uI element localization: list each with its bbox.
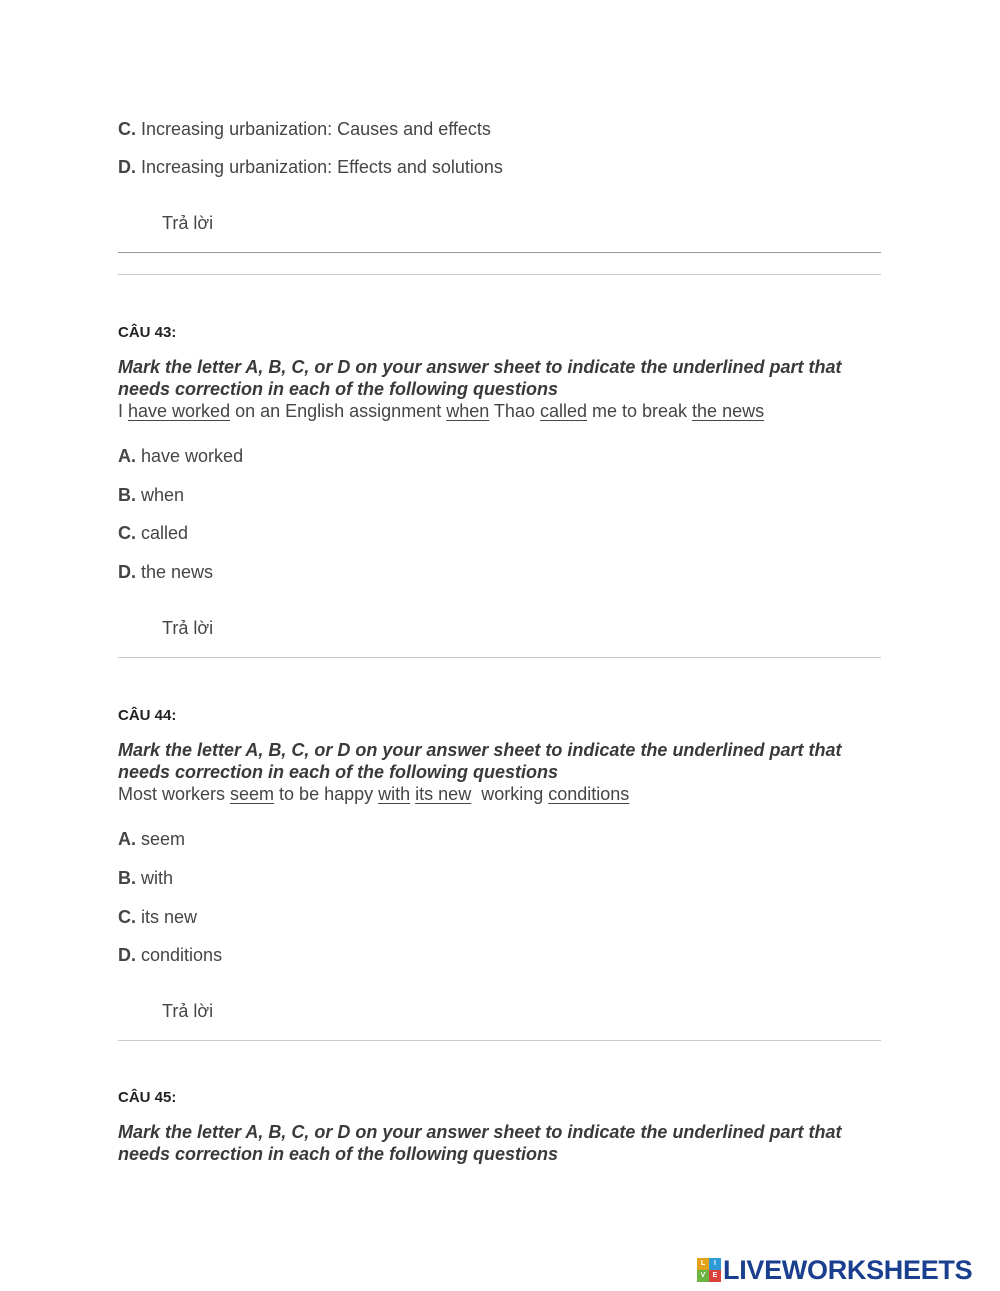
answer-link[interactable]: Trả lời <box>162 618 214 638</box>
underlined-part-d: the news <box>692 401 765 421</box>
underlined-part-a: seem <box>230 784 275 804</box>
question-label: CÂU 44: <box>118 707 177 724</box>
option-c[interactable]: C. its new <box>118 907 198 927</box>
option-d[interactable]: D. conditions <box>118 945 223 965</box>
question-sentence: I have worked on an English assignment when Thao called me to break the news <box>118 401 765 421</box>
divider <box>118 657 881 658</box>
underlined-part-c: called <box>539 401 587 421</box>
answer-link[interactable]: Trả lời <box>162 1001 214 1021</box>
option-b[interactable]: B. when <box>118 485 185 505</box>
liveworksheets-logo-icon: L I V E <box>697 1258 721 1282</box>
question-instruction: Mark the letter A, B, C, or D on your answer sheet to indicate the underlined part that needs correction in each of the following questions <box>118 740 842 782</box>
underlined-part-d: conditions <box>548 784 630 804</box>
option-c[interactable]: C. Increasing urbanization: Causes and effects <box>118 119 491 139</box>
underlined-part-b: when <box>446 401 490 421</box>
question-sentence: Most workers seem to be happy with its new working conditions <box>118 784 630 804</box>
underlined-part-c: its new <box>415 784 472 804</box>
logo-text: LIVEWORKSHEETS <box>723 1254 973 1285</box>
underlined-part-a: have worked <box>128 401 231 421</box>
liveworksheets-logo <box>697 1256 972 1284</box>
divider <box>118 252 881 253</box>
underlined-part-b: with <box>378 784 411 804</box>
option-d[interactable]: D. Increasing urbanization: Effects and solutions <box>118 157 503 177</box>
option-d[interactable]: D. the news <box>118 562 214 582</box>
option-c[interactable]: C. called <box>118 523 189 543</box>
question-label: CÂU 45: <box>118 1089 177 1106</box>
option-a[interactable]: A. have worked <box>118 446 244 466</box>
question-instruction: Mark the letter A, B, C, or D on your answer sheet to indicate the underlined part that needs correction in each of the following questions <box>118 1122 842 1164</box>
divider <box>118 274 881 275</box>
option-a[interactable]: A. seem <box>118 829 186 849</box>
question-instruction: Mark the letter A, B, C, or D on your answer sheet to indicate the underlined part that needs correction in each of the following questions <box>118 357 842 399</box>
divider <box>118 1040 881 1041</box>
question-label: CÂU 43: <box>118 324 177 341</box>
option-b[interactable]: B. with <box>118 868 174 888</box>
answer-link[interactable]: Trả lời <box>162 213 214 233</box>
